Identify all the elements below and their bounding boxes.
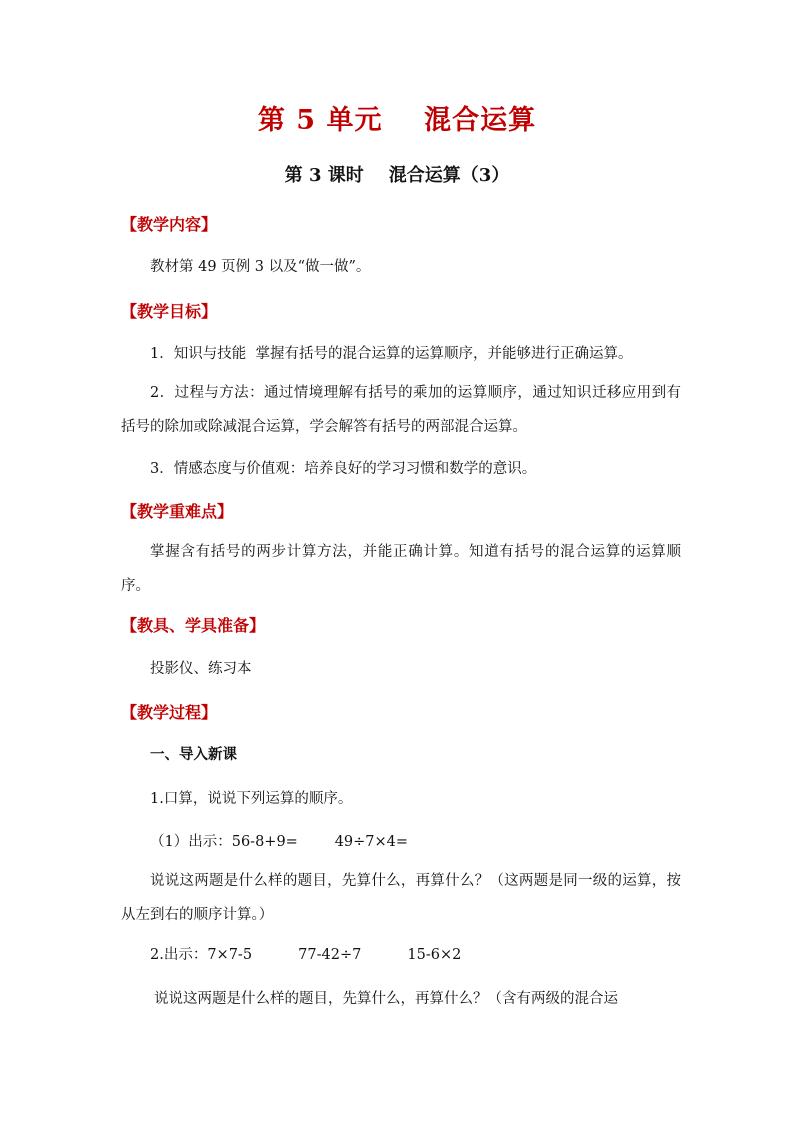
heading-goals: 【教学目标】 [121,302,218,321]
lesson-subtitle: 第 3 课时 混合运算（3） [284,165,510,186]
heading-tools: 【教具、学具准备】 [121,616,266,635]
heading-content: 【教学内容】 [121,215,218,234]
heading-keypoints: 【教学重难点】 [121,502,234,521]
tools-text: 投影仪、练习本 [150,661,252,677]
example-1: （1）出示：56-8+9= 49÷7×4= [150,834,409,850]
example-2: 2.出示：7×7-5 77-42÷7 15-6×2 [150,947,462,963]
discussion-1: 说说这两题是什么样的题目，先算什么，再算什么？（这两题是同一级的运算，按从左到右的顺序计算。） [121,873,681,923]
goal-item-1: 1．知识与技能 掌握有括号的混合运算的运算顺序，并能够进行正确运算。 [150,346,633,362]
keypoints-text: 掌握含有括号的两步计算方法，并能正确计算。知道有括号的混合运算的运算顺序。 [121,544,681,594]
step-heading: 一、导入新课 [150,746,237,763]
discussion-2: 说说这两题是什么样的题目，先算什么，再算什么？（含有两级的混合运 [154,991,618,1007]
oral-text: 1.口算，说说下列运算的顺序。 [150,791,353,807]
goal-item-3: 3．情感态度与价值观：培养良好的学习习惯和数学的意识。 [150,461,537,477]
content-text: 教材第 49 页例 3 以及“做一做”。 [150,259,371,275]
unit-title: 第 5 单元 混合运算 [257,105,537,136]
goal-item-2: 2．过程与方法：通过情境理解有括号的乘加的运算顺序，通过知识迁移应用到有括号的除加或除减混合运算，学会解答有括号的两部混合运算。 [121,385,681,435]
heading-process: 【教学过程】 [121,703,218,722]
